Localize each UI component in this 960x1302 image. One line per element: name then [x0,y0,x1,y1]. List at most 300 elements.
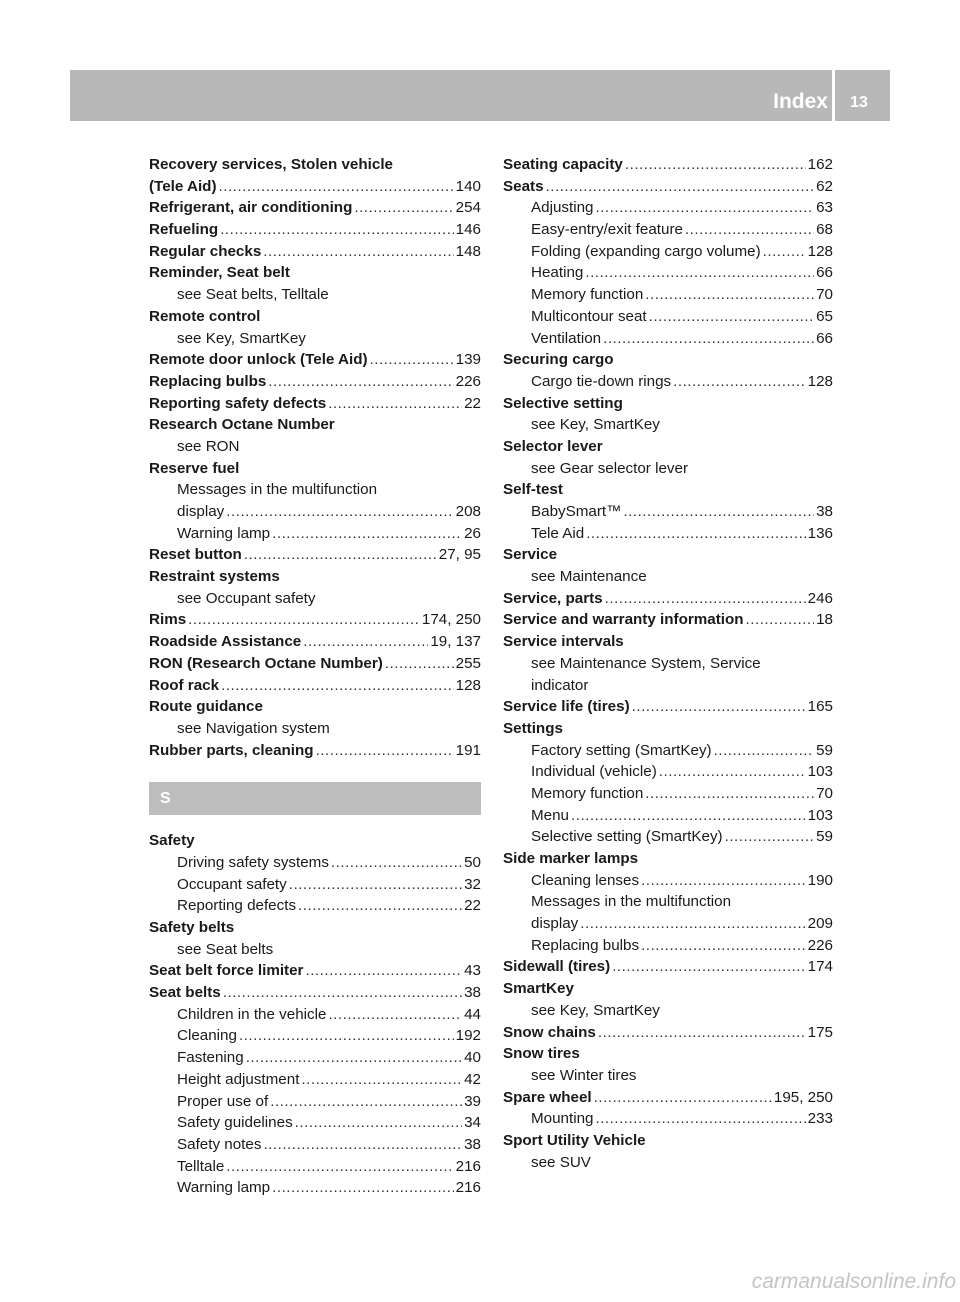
index-subentry [503,1108,833,1130]
index-entry [149,696,481,718]
entry-page-ref: 66 [816,264,833,282]
entry-term: Self-test [503,481,563,499]
dot-leader [605,588,806,610]
entry-term: BabySmart™ [531,503,622,520]
entry-page-ref: 70 [816,784,833,802]
entry-term: Service intervals [503,633,624,651]
entry-term: Proper use of [177,1092,269,1110]
dot-leader [305,960,462,982]
index-subentry [149,328,481,350]
entry-term: Recovery services, Stolen vehicle [149,156,393,173]
index-entry [149,653,481,675]
entry-term: Refrigerant, air conditioning [149,199,353,217]
entry-page-ref: 26 [464,524,481,542]
index-subentry [503,197,833,219]
entry-term: Children in the vehicle [177,1005,327,1023]
index-column-left [149,154,481,1199]
entry-term: Safety guidelines [177,1114,293,1132]
entry-page-ref: 39 [464,1092,481,1110]
dot-leader [595,1108,805,1130]
entry-page-ref: 19, 137 [430,633,481,651]
index-subentry [503,1152,833,1174]
index-subentry [149,1156,481,1178]
index-subentry [149,1177,481,1199]
entry-page-ref: 63 [816,199,833,217]
entry-term: Selector lever [503,437,603,455]
entry-term: Regular checks [149,242,262,260]
entry-term: Research Octane Number [149,416,335,434]
dot-leader [685,219,814,241]
dot-leader [595,197,814,219]
entry-term: Roof rack [149,676,220,694]
entry-term: Spare wheel [503,1088,592,1106]
index-entry [503,544,833,566]
index-subentry [503,241,833,263]
dot-leader [220,219,453,241]
dot-leader [268,371,453,393]
index-subentry [503,783,833,805]
index-subentry [149,284,481,306]
entry-term: Cargo tie-down rings [531,372,672,390]
index-entry [503,696,833,718]
dot-leader [328,393,462,415]
dot-leader [641,870,806,892]
index-entry [149,262,481,284]
index-entry [503,1130,833,1152]
entry-term: Folding (expanding cargo volume) [531,242,761,260]
index-entry [503,956,833,978]
entry-page-ref: 146 [455,221,481,239]
entry-page-ref: 32 [464,875,481,893]
index-entry [503,631,833,653]
entry-term: Reserve fuel [149,459,240,477]
entry-page-ref: 139 [455,351,481,369]
index-subentry [149,436,481,458]
entry-term: Tele Aid [531,524,585,542]
index-subentry [149,1069,481,1091]
entry-term: Replacing bulbs [531,936,640,954]
entry-term: see Key, SmartKey [531,416,660,434]
dot-leader [632,696,806,718]
dot-leader [645,284,814,306]
index-entry [149,393,481,415]
entry-term: Reset button [149,546,242,564]
index-subentry [503,458,833,480]
index-entry [149,982,481,1004]
entry-page-ref: 209 [807,915,833,933]
entry-page-ref: 70 [816,286,833,304]
watermark: carmanualsonline.info [751,1270,956,1293]
entry-page-ref: 174 [807,958,833,976]
index-entry [149,458,481,480]
dot-leader [598,1022,806,1044]
index-entry [149,740,481,762]
index-subentry [503,891,833,913]
entry-term: Warning lamp [177,1179,271,1197]
entry-term: Selective setting (SmartKey) [531,828,723,846]
index-subentry [503,566,833,588]
index-subentry [503,740,833,762]
entry-page-ref: 22 [464,394,481,412]
index-subentry [503,306,833,328]
index-subentry [149,479,481,501]
dot-leader [263,241,453,263]
entry-term: Reporting defects [177,897,297,915]
dot-leader [188,609,420,631]
dot-leader [239,1025,454,1047]
index-subentry [503,523,833,545]
entry-term: RON (Research Octane Number) [149,654,383,672]
index-entry [149,154,481,176]
entry-term: Snow tires [503,1045,580,1063]
index-subentry [149,939,481,961]
entry-term: Securing cargo [503,351,614,369]
dot-leader [272,523,462,545]
entry-page-ref: 65 [816,307,833,325]
index-entry [149,219,481,241]
dot-leader [571,805,806,827]
dot-leader [303,631,428,653]
entry-term: see RON [177,437,240,455]
index-subentry [503,328,833,350]
index-subentry [503,805,833,827]
index-entry [149,566,481,588]
entry-term: Height adjustment [177,1070,300,1088]
entry-term: Reporting safety defects [149,394,327,412]
dot-leader [645,783,814,805]
index-subentry [149,1134,481,1156]
entry-term: indicator [531,676,589,694]
entry-term: Telltale [177,1157,225,1175]
entry-term: see Winter tires [531,1066,637,1084]
entry-page-ref: 103 [807,763,833,781]
entry-term: see Maintenance System, Service [531,654,761,672]
dot-leader [623,501,814,523]
index-subentry [503,675,833,697]
index-entry [503,609,833,631]
index-entry [149,349,481,371]
index-entry [503,588,833,610]
index-entry [503,1043,833,1065]
index-entry [149,675,481,697]
dot-leader [546,176,815,198]
index-subentry [503,761,833,783]
entry-term: Service [503,546,558,564]
index-entry [503,154,833,176]
dot-leader [649,306,814,328]
index-subentry [503,870,833,892]
index-subentry [503,414,833,436]
dot-leader [603,328,814,350]
index-subentry [149,1112,481,1134]
entry-term: Refueling [149,221,219,239]
index-entry [149,414,481,436]
entry-term: display [177,503,225,520]
dot-leader [331,852,462,874]
header-divider [832,70,835,121]
dot-leader [763,241,806,263]
entry-page-ref: 208 [455,503,481,520]
entry-page-ref: 136 [807,524,833,542]
index-entry [503,848,833,870]
entry-page-ref: 59 [816,741,833,759]
entry-page-ref: 128 [807,372,833,390]
index-subentry [503,653,833,675]
dot-leader [316,740,454,762]
entry-page-ref: 190 [807,871,833,889]
entry-term: Factory setting (SmartKey) [531,741,712,759]
dot-leader [625,154,806,176]
entry-term: Memory function [531,784,644,802]
index-list-r [149,154,481,761]
entry-page-ref: 40 [464,1049,481,1067]
dot-leader [270,1091,462,1113]
entry-term: Ventilation [531,329,602,347]
entry-term: Mounting [531,1110,594,1128]
index-entry [149,960,481,982]
index-subentry [503,826,833,848]
dot-leader [612,956,805,978]
dot-leader [725,826,814,848]
entry-term: Individual (vehicle) [531,763,657,781]
dot-leader [659,761,806,783]
entry-term: Seat belts [149,984,221,1002]
dot-leader [673,371,806,393]
dot-leader [370,349,454,371]
entry-term: Settings [503,719,563,737]
index-subentry [149,588,481,610]
entry-term: Cleaning lenses [531,871,640,889]
index-subentry [149,1047,481,1069]
index-subentry [149,895,481,917]
dot-leader [746,609,815,631]
entry-page-ref: 128 [807,242,833,260]
index-entry [149,609,481,631]
entry-term: Safety [149,832,195,850]
entry-term: see Key, SmartKey [531,1001,660,1019]
entry-page-ref: 68 [816,221,833,239]
index-column-right [503,154,833,1173]
entry-page-ref: 43 [464,962,481,980]
dot-leader [298,895,462,917]
entry-term: Service, parts [503,589,603,607]
index-subentry [503,284,833,306]
entry-term: Seating capacity [503,156,623,173]
dot-leader [328,1004,462,1026]
entry-page-ref: 174, 250 [421,611,481,629]
entry-page-ref: 254 [455,199,481,217]
dot-leader [301,1069,462,1091]
index-subentry [149,1091,481,1113]
entry-term: see Key, SmartKey [177,329,306,347]
entry-term: (Tele Aid) [149,177,217,195]
index-subentry [503,219,833,241]
entry-term: Warning lamp [177,524,271,542]
index-subentry [503,935,833,957]
entry-page-ref: 103 [807,806,833,824]
entry-term: Adjusting [531,199,594,217]
entry-term: Cleaning [177,1027,237,1045]
entry-page-ref: 148 [455,242,481,260]
index-entry [149,197,481,219]
dot-leader [272,1177,454,1199]
entry-page-ref: 175 [807,1023,833,1041]
entry-term: Sidewall (tires) [503,958,611,976]
entry-term: see Occupant safety [177,589,316,607]
entry-term: Safety notes [177,1135,262,1153]
dot-leader [385,653,454,675]
index-entry [503,176,833,198]
dot-leader [221,675,454,697]
entry-term: display [531,915,579,933]
entry-term: Safety belts [149,919,235,936]
index-entry [149,631,481,653]
entry-page-ref: 18 [816,611,833,629]
entry-term: Selective setting [503,394,623,412]
index-subentry [149,874,481,896]
index-list-s-continued [503,154,833,1173]
entry-term: Multicontour seat [531,307,647,325]
dot-leader [354,197,453,219]
entry-term: Reminder, Seat belt [149,264,290,282]
entry-term: see Navigation system [177,719,330,737]
entry-page-ref: 66 [816,329,833,347]
entry-page-ref: 42 [464,1070,481,1088]
index-entry [503,393,833,415]
dot-leader [289,874,462,896]
index-subentry [503,262,833,284]
entry-page-ref: 226 [455,372,481,390]
dot-leader [586,523,805,545]
entry-term: Messages in the multifunction [531,893,732,911]
entry-page-ref: 50 [464,853,481,871]
entry-page-ref: 195, 250 [773,1088,833,1106]
entry-term: Fastening [177,1049,244,1067]
dot-leader [594,1087,772,1109]
index-subentry [149,501,481,523]
entry-page-ref: 162 [807,156,833,173]
index-entry [503,718,833,740]
entry-term: Rims [149,611,187,629]
dot-leader [219,176,454,198]
entry-term: Rubber parts, cleaning [149,741,314,759]
index-subentry [503,501,833,523]
entry-term: see Seat belts, Telltale [177,286,329,304]
index-subentry [149,718,481,740]
entry-term: see Gear selector lever [531,459,689,477]
entry-page-ref: 38 [464,1135,481,1153]
dot-leader [223,982,462,1004]
index-subentry [503,1000,833,1022]
entry-page-ref: 44 [464,1005,481,1023]
entry-term: Service and warranty information [503,611,744,629]
entry-term: Sport Utility Vehicle [503,1131,646,1149]
entry-term: Remote control [149,307,261,325]
dot-leader [641,935,806,957]
index-entry [149,306,481,328]
entry-page-ref: 226 [807,936,833,954]
entry-term: see SUV [531,1153,591,1171]
index-entry [503,479,833,501]
dot-leader [244,544,437,566]
index-subentry [503,371,833,393]
index-subentry [503,1065,833,1087]
dot-leader [580,913,805,935]
index-entry [503,1022,833,1044]
dot-leader [585,262,814,284]
entry-page-ref: 34 [464,1114,481,1132]
entry-term: Memory function [531,286,644,304]
index-entry [503,349,833,371]
index-subentry [149,523,481,545]
index-entry [503,978,833,1000]
entry-term: Snow chains [503,1023,596,1041]
dot-leader [226,501,453,523]
page-number: 13 [850,94,868,111]
entry-term: Seat belt force limiter [149,962,304,980]
entry-term: Side marker lamps [503,850,639,867]
index-entry [149,176,481,198]
entry-page-ref: 38 [464,984,481,1002]
dot-leader [226,1156,453,1178]
entry-term: Remote door unlock (Tele Aid) [149,351,368,369]
index-entry [149,241,481,263]
entry-page-ref: 216 [455,1157,481,1175]
entry-term: Replacing bulbs [149,372,267,390]
entry-page-ref: 233 [807,1110,833,1128]
entry-page-ref: 165 [807,698,833,716]
entry-page-ref: 246 [807,589,833,607]
entry-term: Route guidance [149,698,263,716]
dot-leader [246,1047,462,1069]
entry-page-ref: 128 [455,676,481,694]
index-entry [503,436,833,458]
index-list-s [149,830,481,1199]
index-subentry [149,1004,481,1026]
dot-leader [714,740,814,762]
entry-term: SmartKey [503,980,574,998]
entry-term: Menu [531,806,569,824]
entry-page-ref: 140 [455,177,481,195]
index-subentry [503,913,833,935]
section-header-s: S [149,782,481,815]
index-entry [149,371,481,393]
entry-term: Seats [503,177,544,195]
entry-term: Occupant safety [177,875,287,893]
entry-term: Driving safety systems [177,853,329,871]
index-subentry [149,1025,481,1047]
entry-term: Heating [531,264,584,282]
entry-page-ref: 38 [816,503,833,520]
entry-term: Easy-entry/exit feature [531,221,683,239]
entry-page-ref: 255 [455,654,481,672]
dot-leader [295,1112,462,1134]
entry-term: Service life (tires) [503,698,630,716]
entry-page-ref: 191 [455,741,481,759]
entry-page-ref: 22 [464,897,481,915]
entry-page-ref: 192 [455,1027,481,1045]
entry-page-ref: 216 [455,1179,481,1197]
dot-leader [263,1134,462,1156]
entry-page-ref: 27, 95 [438,546,481,564]
index-entry [149,830,481,852]
page-title: Index [773,90,828,113]
entry-term: see Maintenance [531,568,647,586]
index-entry [149,917,481,939]
entry-page-ref: 62 [816,177,833,195]
entry-term: see Seat belts [177,940,274,958]
index-entry [503,1087,833,1109]
